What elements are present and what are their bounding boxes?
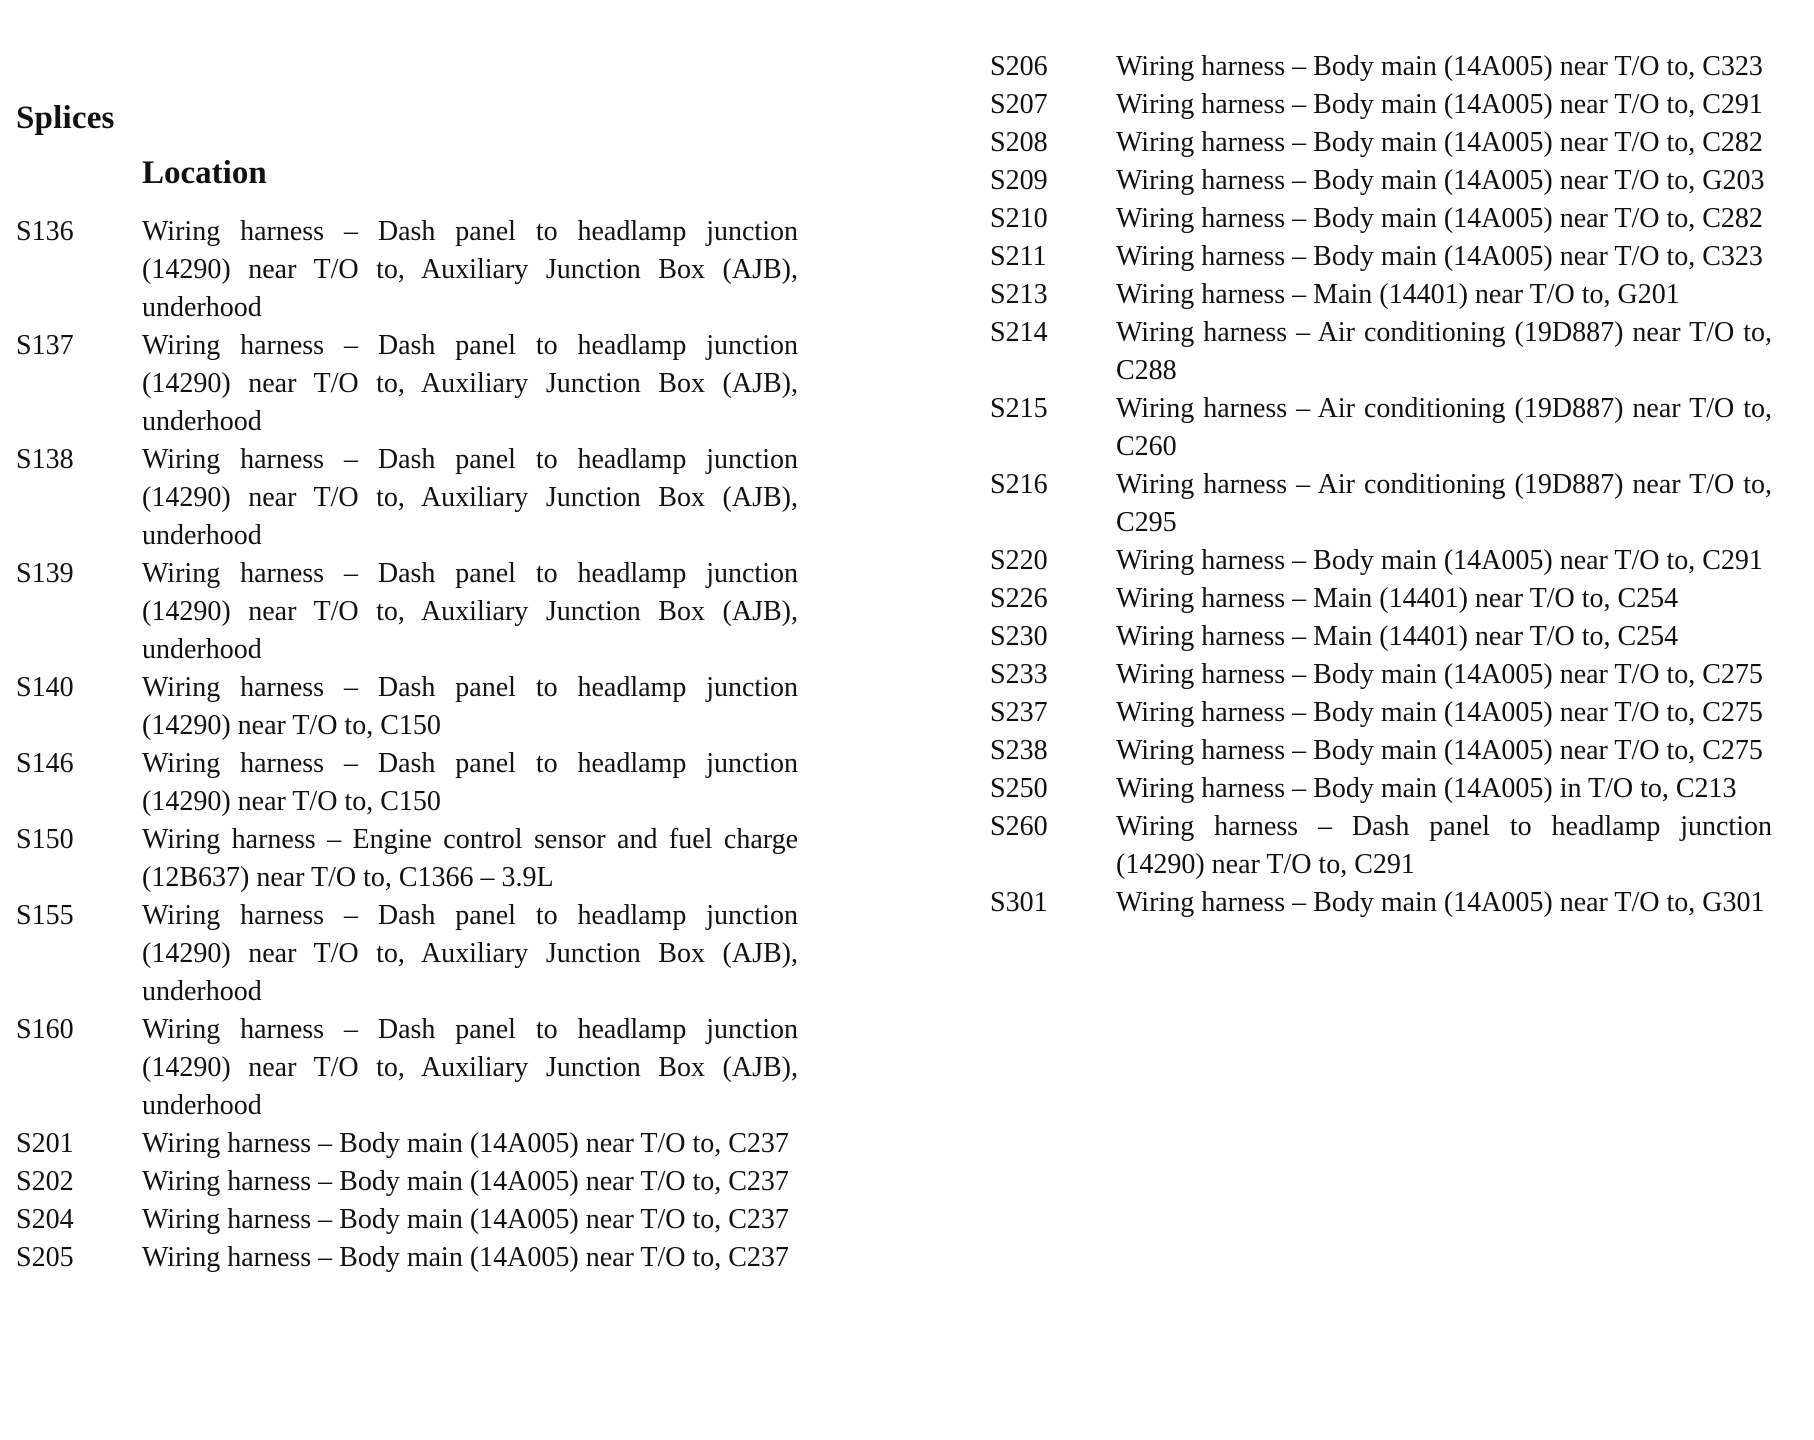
splice-entry xyxy=(990,770,1780,808)
splice-location: Wiring harness – Air conditioning (19D887) near T/O to, C288 xyxy=(1116,317,1772,386)
splice-entry xyxy=(990,162,1780,200)
splice-entry xyxy=(16,1239,806,1277)
splice-location: Wiring harness – Main (14401) near T/O to, C254 xyxy=(1116,621,1679,652)
splice-location: Wiring harness – Dash panel to headlamp junction (14290) near T/O to, Auxiliary Junction Box (AJB), underhood xyxy=(142,1014,798,1121)
splice-code: S208 xyxy=(990,127,1048,158)
splice-location: Wiring harness – Body main (14A005) near T/O to, C282 xyxy=(1116,203,1763,234)
splice-location: Wiring harness – Body main (14A005) in T/O to, C213 xyxy=(1116,773,1737,804)
splice-code: S220 xyxy=(990,545,1048,576)
splice-code: S136 xyxy=(16,216,74,247)
splice-entry xyxy=(16,821,806,897)
splice-location: Wiring harness – Dash panel to headlamp junction (14290) near T/O to, C150 xyxy=(142,672,798,741)
splice-entry xyxy=(16,555,806,669)
splice-entry xyxy=(990,694,1780,732)
splice-code: S215 xyxy=(990,393,1048,424)
splice-code: S209 xyxy=(990,165,1048,196)
splice-entry xyxy=(16,327,806,441)
splice-entry xyxy=(990,48,1780,86)
splice-location: Wiring harness – Dash panel to headlamp junction (14290) near T/O to, Auxiliary Junction Box (AJB), underhood xyxy=(142,216,798,323)
splice-location: Wiring harness – Body main (14A005) near T/O to, C323 xyxy=(1116,51,1763,82)
splice-entry xyxy=(990,542,1780,580)
splice-location: Wiring harness – Body main (14A005) near T/O to, C291 xyxy=(1116,545,1763,576)
splice-code: S204 xyxy=(16,1204,74,1235)
splice-entry xyxy=(990,618,1780,656)
splice-code: S160 xyxy=(16,1014,74,1045)
splice-location: Wiring harness – Dash panel to headlamp junction (14290) near T/O to, Auxiliary Junction Box (AJB), underhood xyxy=(142,900,798,1007)
splice-entry xyxy=(16,1201,806,1239)
splice-list-left xyxy=(16,213,806,1277)
splice-code: S250 xyxy=(990,773,1048,804)
splice-code: S238 xyxy=(990,735,1048,766)
splice-code: S202 xyxy=(16,1166,74,1197)
splice-location: Wiring harness – Body main (14A005) near T/O to, C237 xyxy=(142,1242,789,1273)
splice-location: Wiring harness – Body main (14A005) near T/O to, C323 xyxy=(1116,241,1763,272)
splice-code: S260 xyxy=(990,811,1048,842)
splice-entry xyxy=(990,466,1780,542)
splice-entry xyxy=(16,669,806,745)
splice-entry xyxy=(990,808,1780,884)
splice-code: S138 xyxy=(16,444,74,475)
splice-entry xyxy=(990,390,1780,466)
splice-code: S139 xyxy=(16,558,74,589)
splice-location: Wiring harness – Body main (14A005) near T/O to, C275 xyxy=(1116,735,1763,766)
page-title: Splices xyxy=(16,100,115,136)
splice-code: S301 xyxy=(990,887,1048,918)
splice-code: S137 xyxy=(16,330,74,361)
splice-location: Wiring harness – Dash panel to headlamp junction (14290) near T/O to, Auxiliary Junction Box (AJB), underhood xyxy=(142,444,798,551)
splice-entry xyxy=(16,745,806,821)
splice-code: S211 xyxy=(990,241,1047,272)
splice-code: S207 xyxy=(990,89,1048,120)
splice-code: S146 xyxy=(16,748,74,779)
splice-entry xyxy=(16,897,806,1011)
splice-list-right xyxy=(990,48,1780,922)
splice-entry xyxy=(990,314,1780,390)
splice-entry xyxy=(16,1011,806,1125)
splice-location: Wiring harness – Dash panel to headlamp junction (14290) near T/O to, Auxiliary Junction Box (AJB), underhood xyxy=(142,558,798,665)
splice-entry xyxy=(16,1163,806,1201)
splice-code: S214 xyxy=(990,317,1048,348)
splice-location: Wiring harness – Body main (14A005) near T/O to, C237 xyxy=(142,1166,789,1197)
splice-code: S155 xyxy=(16,900,74,931)
splice-entry xyxy=(990,732,1780,770)
splice-code: S216 xyxy=(990,469,1048,500)
splice-code: S205 xyxy=(16,1242,74,1273)
splice-location: Wiring harness – Body main (14A005) near T/O to, C237 xyxy=(142,1204,789,1235)
splice-entry xyxy=(990,276,1780,314)
splice-code: S237 xyxy=(990,697,1048,728)
splice-entry xyxy=(990,884,1780,922)
splice-entry xyxy=(990,200,1780,238)
splice-entry xyxy=(990,124,1780,162)
splice-location: Wiring harness – Main (14401) near T/O to, G201 xyxy=(1116,279,1680,310)
splice-location: Wiring harness – Body main (14A005) near T/O to, G203 xyxy=(1116,165,1765,196)
splice-code: S206 xyxy=(990,51,1048,82)
splice-location: Wiring harness – Dash panel to headlamp junction (14290) near T/O to, Auxiliary Junction Box (AJB), underhood xyxy=(142,330,798,437)
location-column-header: Location xyxy=(142,155,267,191)
splice-location: Wiring harness – Air conditioning (19D887) near T/O to, C260 xyxy=(1116,393,1772,462)
splice-location: Wiring harness – Body main (14A005) near T/O to, C282 xyxy=(1116,127,1763,158)
splice-location: Wiring harness – Body main (14A005) near T/O to, C275 xyxy=(1116,659,1763,690)
splice-code: S213 xyxy=(990,279,1048,310)
splice-code: S230 xyxy=(990,621,1048,652)
splice-entry xyxy=(16,213,806,327)
splice-entry xyxy=(990,86,1780,124)
splice-location: Wiring harness – Air conditioning (19D887) near T/O to, C295 xyxy=(1116,469,1772,538)
splice-location: Wiring harness – Dash panel to headlamp junction (14290) near T/O to, C291 xyxy=(1116,811,1772,880)
splice-entry xyxy=(16,1125,806,1163)
splice-location: Wiring harness – Body main (14A005) near T/O to, C291 xyxy=(1116,89,1763,120)
splice-entry xyxy=(990,238,1780,276)
splice-location: Wiring harness – Body main (14A005) near T/O to, G301 xyxy=(1116,887,1765,918)
splice-entry xyxy=(16,441,806,555)
splice-location: Wiring harness – Body main (14A005) near T/O to, C275 xyxy=(1116,697,1763,728)
splice-code: S150 xyxy=(16,824,74,855)
splice-location: Wiring harness – Main (14401) near T/O to, C254 xyxy=(1116,583,1679,614)
splice-code: S226 xyxy=(990,583,1048,614)
splice-entry xyxy=(990,580,1780,618)
splice-entry xyxy=(990,656,1780,694)
splice-code: S140 xyxy=(16,672,74,703)
splice-code: S210 xyxy=(990,203,1048,234)
splice-location: Wiring harness – Dash panel to headlamp junction (14290) near T/O to, C150 xyxy=(142,748,798,817)
splice-location: Wiring harness – Engine control sensor and fuel charge (12B637) near T/O to, C1366 – 3.9L xyxy=(142,824,798,893)
splice-location: Wiring harness – Body main (14A005) near T/O to, C237 xyxy=(142,1128,789,1159)
splice-code: S201 xyxy=(16,1128,74,1159)
splice-code: S233 xyxy=(990,659,1048,690)
